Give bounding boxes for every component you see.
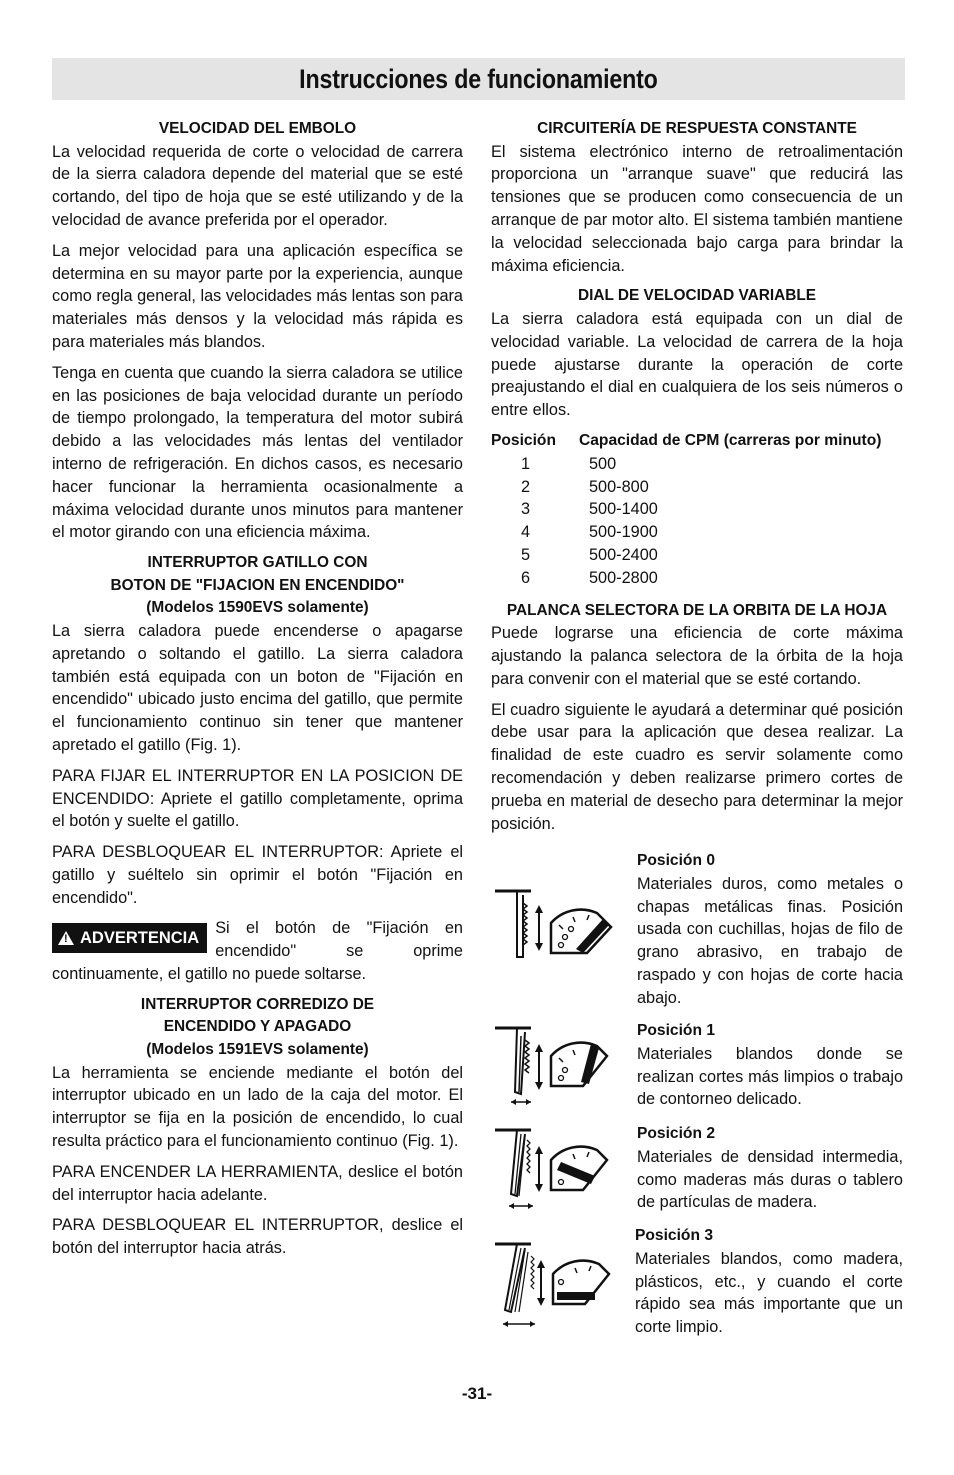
- table-cell: 500-2800: [589, 568, 658, 587]
- table-cell: 3: [521, 500, 531, 519]
- table-cell: 500-800: [589, 477, 649, 496]
- table-cell: 4: [521, 523, 531, 542]
- paragraph: La herramienta se enciende mediante el botón del interruptor ubicado en un lado de la caja del motor. El interruptor se fija en la posición de encendido, lo cual resulta práctico para el funcionamiento continuo (Fig. 1).: [52, 1063, 463, 1151]
- orbit-position-0: [637, 850, 903, 1010]
- orbit-3-illustration: [491, 1238, 631, 1333]
- page-number: -31-: [461, 1384, 493, 1403]
- paragraph: Tenga en cuenta que cuando la sierra caladora se utilice en las posiciones de baja velocidad durante un período de tiempo prolongado, la temperatura del motor subirá debido a las velocidades más lentas del ventilador interno de refrigeración. En dichos casos, es necesario hacer funcionar la herramienta ocasionalmente a máxima velocidad durante unos minutos para mantener el motor girando con una eficiencia máxima.: [52, 363, 463, 542]
- warning-triangle-icon: !: [58, 931, 74, 945]
- paragraph: La sierra caladora está equipada con un dial de velocidad variable. La velocidad de carrera de la hoja puede ajustarse durante la operación de corte preajustando el dial en cualquiera de los seis números o entre ellos.: [491, 309, 903, 420]
- section-heading-slide-switch-line2: ENCENDIDO Y APAGADO: [163, 1018, 352, 1036]
- paragraph: PARA DESBLOQUEAR EL INTERRUPTOR: Apriete el gatillo y suéltelo sin oprimir el botón "Fijación en encendido".: [52, 843, 463, 907]
- orbit-position-1: [637, 1020, 903, 1111]
- section-heading-constant-response: CIRCUITERÍA DE RESPUESTA CONSTANTE: [537, 120, 857, 137]
- orbit-position-text: Materiales blandos donde se realizan cortes más limpios o trabajo de contorneo delicado.: [637, 1044, 903, 1109]
- right-column: [491, 118, 903, 843]
- paragraph: PARA FIJAR EL INTERRUPTOR EN LA POSICION DE ENCENDIDO: Apriete el gatillo completamente, oprima el botón y suelte el gatillo.: [52, 766, 463, 831]
- table-header-position: Posición: [491, 431, 556, 449]
- paragraph: PARA DESBLOQUEAR EL INTERRUPTOR, deslice el botón del interruptor hacia atrás.: [52, 1216, 463, 1258]
- orbit-position-title: Posición 3: [635, 1227, 713, 1244]
- table-row: [491, 498, 881, 521]
- left-column: [52, 118, 463, 1268]
- paragraph: El cuadro siguiente le ayudará a determinar qué posición debe usar para la aplicación que desea realizar. La finalidad de este cuadro es servir solamente como recomendación y deben realizarse primero cortes de prueba en material de desecho para determinar la mejor posición.: [491, 700, 903, 833]
- section-heading-trigger-switch: INTERRUPTOR GATILLO CON: [147, 554, 368, 572]
- table-row: [491, 521, 881, 544]
- orbit-position-title: Posición 0: [637, 852, 715, 869]
- table-header-cpm: Capacidad de CPM (carreras por minuto): [579, 431, 882, 449]
- orbit-position-title: Posición 2: [637, 1125, 715, 1142]
- table-cell: 2: [521, 477, 531, 496]
- paragraph: La mejor velocidad para una aplicación específica se determina en su mayor parte por la experiencia, aunque como regla general, las velocidades más lentas son para materiales más densos y la velocidad más rápida es para materiales más blandos.: [52, 241, 463, 351]
- section-heading-trigger-switch-models: (Modelos 1590EVS solamente): [146, 599, 369, 617]
- paragraph: El sistema electrónico interno de retroalimentación proporciona un "arranque suave" que reducirá las tensiones que se producen como consecuencia de un arranque de par motor alto. El sistema también mantiene la velocidad seleccionada bajo carga para brindar la máxima eficiencia.: [491, 142, 903, 275]
- orbit-0-illustration: [491, 885, 631, 965]
- section-heading-plunger-speed: VELOCIDAD DEL EMBOLO: [158, 120, 357, 137]
- paragraph: Puede lograrse una eficiencia de corte máxima ajustando la palanca selectora de la órbita de la hoja para convenir con el material que se esté cortando.: [491, 624, 903, 688]
- table-cell: 5: [521, 545, 531, 564]
- orbit-position-text: Materiales de densidad intermedia, como maderas más duras o tablero de partículas de madera.: [637, 1147, 903, 1212]
- speed-table: [491, 430, 881, 590]
- table-cell: 1: [521, 454, 531, 473]
- page-title: Instrucciones de funcionamiento: [299, 63, 658, 94]
- orbit-position-3: [635, 1225, 903, 1339]
- paragraph: PARA ENCENDER LA HERRAMIENTA, deslice el botón del interruptor hacia adelante.: [52, 1162, 463, 1204]
- table-cell: 500-1400: [589, 500, 658, 519]
- table-cell: 500: [589, 454, 617, 473]
- section-heading-slide-switch-models: (Modelos 1591EVS solamente): [146, 1041, 369, 1059]
- table-row: [491, 476, 881, 499]
- table-row: [491, 567, 881, 590]
- section-heading-trigger-switch-line2: BOTON DE "FIJACION EN ENCENDIDO": [110, 576, 405, 594]
- table-cell: 500-2400: [589, 545, 658, 564]
- section-heading-orbit-lever: PALANCA SELECTORA DE LA ORBITA DE LA HOJA: [506, 601, 888, 619]
- table-row: [491, 453, 881, 476]
- section-heading-slide-switch: INTERRUPTOR CORREDIZO DE: [140, 995, 375, 1013]
- orbit-1-illustration: [491, 1022, 631, 1112]
- orbit-position-text: Materiales duros, como metales o chapas metálicas finas. Posición usada con cuchillas, hojas de filo de grano abrasivo, en trabajo de raspado y con hojas de corte hacia abajo.: [637, 874, 903, 1007]
- table-row: [491, 544, 881, 567]
- warning-badge: [52, 923, 207, 953]
- orbit-position-title: Posición 1: [637, 1022, 715, 1039]
- table-cell: 6: [521, 568, 531, 587]
- paragraph: La velocidad requerida de corte o velocidad de carrera de la sierra caladora depende del material que se esté cortando, del tipo de hoja que se esté utilizando y de la velocidad de avance preferida por el operador.: [52, 142, 463, 229]
- warning-box: [52, 917, 463, 985]
- warning-text: Si el botón de "Fijación en encendido" se oprime continuamente, el gatillo no puede soltarse.: [52, 919, 463, 984]
- title-bar: [52, 58, 905, 100]
- warning-label: ADVERTENCIA: [80, 929, 200, 948]
- table-cell: 500-1900: [589, 523, 658, 542]
- orbit-2-illustration: [491, 1124, 631, 1216]
- paragraph: La sierra caladora puede encenderse o apagarse apretando o soltando el gatillo. La sierra caladora también está equipada con un boton de "Fijación en encendido" ubicado justo encima del gatillo, que permite el funcionamiento continuo sin tener que mantener apretado el gatillo (Fig. 1).: [52, 621, 463, 754]
- orbit-position-2: [637, 1123, 903, 1214]
- table-header-row: [491, 430, 881, 453]
- orbit-position-text: Materiales blandos, como madera, plásticos, etc., y cuando el corte rápido sea más importante que un corte limpio.: [635, 1249, 903, 1337]
- section-heading-speed-dial: DIAL DE VELOCIDAD VARIABLE: [578, 287, 816, 305]
